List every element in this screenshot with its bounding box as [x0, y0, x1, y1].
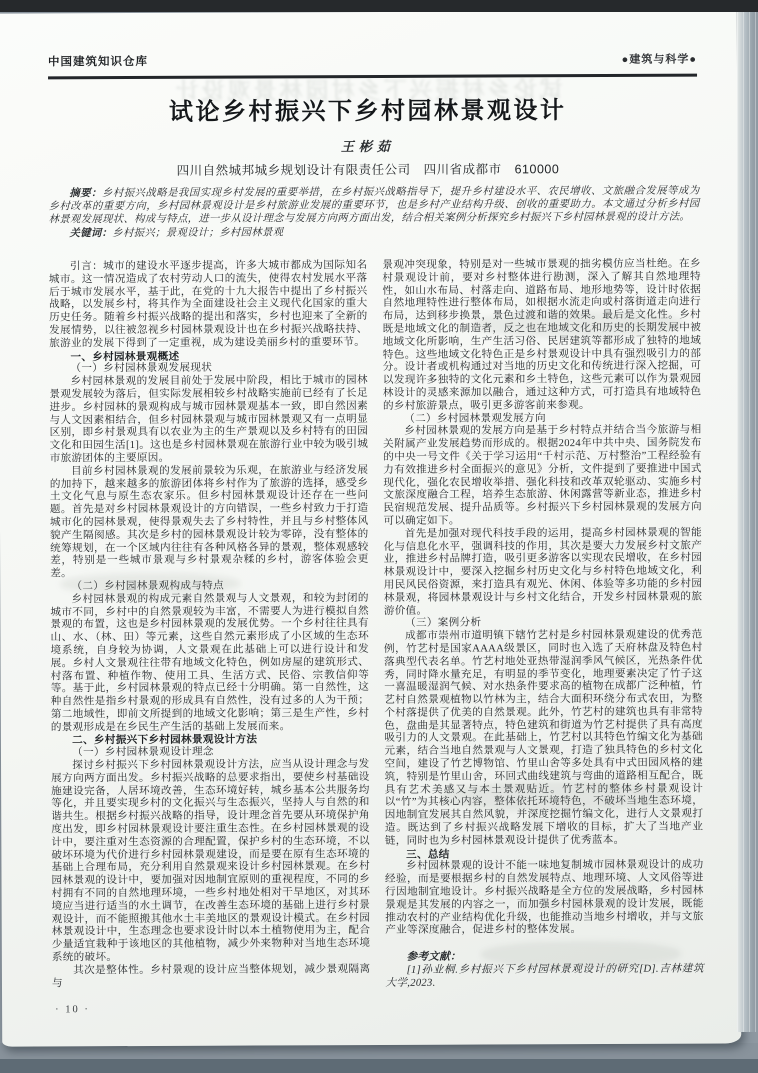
- section-heading-1: 一、乡村园林景观概述: [70, 350, 180, 363]
- author-affiliation: 四川自然城邦城乡规划设计有限责任公司 四川省成都市 610000: [176, 162, 560, 178]
- subsection-heading-2-3: （三）案例分析: [405, 617, 482, 630]
- continued-paragraph: 景观冲突现象，特别是对一些城市景观的拙劣模仿应当杜绝。在乡村景观设计前，要对乡村整体进行勘测，深入了解其自然地理特性，如山水布局、村落走向、道路布局、地形地势等，设计时依据自然地理特性进行整体布局，如根据水流走向或村落街道走向进行布局，达到移步换景，景色过渡和谐的效果。最后是文化性。乡村既是地域文化的制造者，反之也在地域文化和历史的长期发展中被地域文化所影响，生产生活习俗、民居建筑等都形成了独特的地域特色。这些地域文化特色正是乡村景观设计中具有强烈吸引力的部分。设计者或机构通过对当地的历史文化和传统进行深入挖掘，可以发现许多独特的文化元素和乡土特色，这些元素可以作为景观园林设计的灵感来源加以融合，通过这种方式，可打造具有地域特色的乡村旅游景点，吸引更多游客前来参观。: [382, 258, 702, 412]
- journal-page: [0, 10, 741, 1046]
- bleedthrough-ghost-text: 试论乡村振兴下乡村园林景观设计: [172, 76, 563, 104]
- paragraph: 乡村园林景观的构成元素自然景观与人文景观，和较为封闭的城市不同，乡村中的自然景观较为丰富，不需要人为进行模拟自然景观的布置，这也是乡村园林景观的发展优势。一个乡村往往具有山、水、（林、田）等元素，这些自然元素形成了小区域的生态环境系统，自身较为协调，人文景观在此基础上可以进行设计和发展。乡村人文景观往往带有地域文化特色，例如房屋的建筑形式、村落布置、种植作物、使用工具、生活方式、民俗、宗教信仰等等。基于此，乡村园林景观的特点已经十分明确。第一自然性，这种自然性是指乡村景观的形成具有自然性，没有过多的人为干预；第二地域性，即前文所提到的地域文化影响；第三是生产性，乡村的景观形成是在乡民生产生活的基础上发展而来。: [50, 592, 370, 734]
- abstract-label: 摘要：: [69, 188, 102, 200]
- paragraph: 乡村园林景观的设计不能一味地复制城市园林景观设计的成功经验，而是要根据乡村的自然发展特点、地理环境、人文风俗等进行因地制宜地设计。乡村振兴战略是全方位的发展战略，乡村园林景观是其发展的内容之一，而加强乡村园林景观的设计发展，既能推动农村的产业结构优化升级，也能推动当地乡村增收，并与文旅产业等深度融合，促进乡村的整体发展。: [385, 859, 704, 937]
- journal-brand: 中国建筑知识仓库: [47, 55, 148, 69]
- article-title: 试论乡村振兴下乡村园林景观设计: [168, 97, 567, 126]
- scanner-edge-top: [0, 0, 758, 12]
- keywords-paragraph: [49, 224, 700, 240]
- keywords-label: 关键词：: [69, 227, 113, 239]
- paragraph: 乡村园林景观的发展目前处于发展中阶段，相比于城市的园林景观发展较为落后，但实际发展相较乡村战略实施前已经有了长足进步。乡村园林的景观构成与城市园林景观基本一致，即自然因素与人文因素相结合，但乡村园林景观与城市园林景观又有一点明显区别，即乡村景观具有以农业为主的生产景观以及乡村特有的田园文化和田园生活[1]。这也是乡村园林景观在旅游行业中较为吸引城市旅游团体的主要原因。: [49, 375, 369, 465]
- section-heading-2: 二、乡村振兴下乡村园林景观设计方法: [72, 733, 258, 747]
- subsection-heading-2-1: （一）乡村园林景观设计理念: [72, 746, 214, 759]
- subsection-heading-2-2: （二）乡村园林景观发展方向: [404, 412, 546, 425]
- page-number: · 10 ·: [55, 1004, 90, 1016]
- intro-paragraph: 引言：城市的建设水平逐步提高，许多大城市都成为国际知名城市。这一情况造成了农村劳动人口的流失，使得农村发展水平落后于城市发展水平，基于此，在党的十九大报告中提出了乡村振兴战略，以发展乡村，将其作为全面建设社会主义现代化国家的重大历史任务。随着乡村振兴战略的提出和落实，乡村也迎来了全新的发展情势，以往被忽视乡村园林景观设计也在乡村振兴战略扶持、旅游业的发展下得到了一定重视，成为建设美丽乡村的重要环节。: [48, 260, 368, 350]
- reference-item: [1]孙业桐.乡村振兴下乡村园林景观设计的研究[D].吉林建筑大学,2023.: [385, 963, 704, 989]
- running-header: [48, 51, 697, 80]
- abstract-block: [49, 185, 700, 241]
- article-body: [49, 259, 704, 992]
- subsection-heading-1-2: （二）乡村园林景观构成与特点: [71, 580, 224, 593]
- article-author: 王彬茹: [340, 138, 395, 155]
- book-page-stack-edge: [737, 12, 758, 1032]
- paragraph: 其次是整体性。乡村景观的设计应当整体规划，减少景观隔离与: [51, 963, 371, 990]
- scanner-edge-bottom: [0, 1059, 758, 1073]
- section-heading-3: 三、总结: [406, 848, 450, 861]
- paragraph: 成都市崇州市道明镇下辖竹艺村是乡村园林景观建设的优秀范例，竹艺村是国家AAAA级景区，同时也入选了天府林盘及特色村落典型代表名单。竹艺村地处亚热带湿润季风气候区，光热条件优秀，同时降水量充足，有明显的季节变化，地理要素决定了竹子这一喜温暖湿润气候、对水热条件要求高的植物在成都广泛种植，竹艺村自然景观植物以竹林为主，结合大面积环绕分布式农田，为整个村落提供了优美的自然景观。此外，竹艺村的建筑也具有非常特色，盘曲是其显著特点，特色建筑和街道为竹艺村提供了具有高度吸引力的人文景观。在此基础上，竹艺村以其特色竹编文化为基础元素，结合当地自然景观与人文景观，打造了独具特色的乡村文化空间，建设了竹艺博物馆、竹里山舍等多处具有中式田园风格的建筑，特别是竹里山舍，环回式曲线建筑与弯曲的道路相互配合，既具有艺术美感又与本土景观贴近。竹艺村的整体乡村景观设计以“竹”为其核心内容，整体依托环境特色，不破坏当地生态环境，因地制宜发展其自然风貌，并深度挖掘竹编文化，进行人文景观打造。既达到了乡村振兴战略发展下增收的目标，扩大了当地产业链，同时也为乡村园林景观设计提供了优秀蓝本。: [384, 629, 704, 847]
- abstract-text: 乡村振兴战略是我国实现乡村发展的重要举措，在乡村振兴战略指导下，提升乡村建设水平、农民增收、文旅融合发展等成为乡村改革的重要方向，乡村园林景观设计是乡村旅游业发展的重要环节，也是乡村产业结构升级、创收的重要助力。本文通过分析乡村园林景观发展现状、构成与特点，进一步从设计理念与发展方向两方面出发，结合相关案例分析探究乡村振兴下乡村园林景观的设计方法。: [48, 185, 700, 226]
- paragraph: 探讨乡村振兴下乡村园林景观设计方法，应当从设计理念与发展方向两方面出发。乡村振兴战略的总要求指出，要使乡村基础设施建设完备，人居环境改善，生态环境好转，城乡基本公共服务均等化，并且要实现乡村的文化振兴与生态振兴，坚持人与自然的和谐共生。根据乡村振兴战略的指导，设计理念首先要从环境保护角度出发，即乡村园林景观设计要注重生态性。在乡村园林景观的设计中，要注重对生态资源的合理配置，保护乡村的生态环境，不以破坏环境为代价进行乡村园林景观建设，而是要在原有生态环境的基础上合理布局，充分利用自然景观来设计乡村园林景观。在乡村园林景观的设计中，要加强对因地制宜原则的重视程度，不同的乡村拥有不同的自然地理环境，一些乡村地处相对干旱地区，对其环境应当进行适当的水土调节，在改善生态环境的基础上进行乡村景观设计，而不能照搬其他水土丰美地区的景观设计模式。在乡村园林景观设计中，生态理念也要求设计时以本土植物使用为主，配合少量适宜栽种于该地区的其他植物，减少外来物种对当地生态环境系统的破坏。: [51, 759, 371, 964]
- abstract-paragraph: [49, 185, 700, 227]
- left-column: [49, 260, 371, 992]
- references-heading: 参考文献：: [406, 951, 462, 964]
- paragraph: 首先是加强对现代科技手段的运用，提高乡村园林景观的智能化与信息化水平，强调科技的作用，其次是要大力发展乡村文旅产业，推进乡村品牌打造，吸引更多游客以实现农民增收，在乡村园林景观设计中，要深入挖掘乡村历史文化与乡村特色地域文化，利用民风民俗资源，来打造具有观光、休闲、体验等多功能的乡村园林景观，将园林景观设计与乡村文化结合，开发乡村园林景观的旅游价值。: [383, 527, 703, 617]
- right-column: [382, 259, 704, 991]
- paragraph: 乡村园林景观的发展方向是基于乡村特点并结合当今旅游与相关附属产业发展趋势而形成的。根据2024年中共中央、国务院发布的中央一号文件《关于学习运用“千村示范、万村整治”工程经验有力有效推进乡村全面振兴的意见》分析，文件提到了要推进中国式现代化，强化农民增收举措、强化科技和改革双轮驱动、实施乡村文旅深度融合工程，培养生态旅游、休闲露营等新业态，推进乡村民宿规范发展、提升品质等。乡村振兴下乡村园林景观的发展方向可以确定如下。: [383, 424, 702, 527]
- journal-section: ●建筑与科学●: [621, 53, 697, 66]
- keywords-text: 乡村振兴；景观设计；乡村园林景观: [112, 226, 284, 239]
- paragraph: 目前乡村园林景观的发展前景较为乐观，在旅游业与经济发展的加持下，越来越多的旅游团体将乡村作为了旅游的选择，感受乡土文化气息与原生态农家乐。但乡村园林景观设计还存在一些问题。首先是对乡村园林景观设计的方向错误，一些乡村致力于打造城市化的园林景观，使得景观失去了乡村特性，并且与乡村整体风貌产生隔阂感。其次是乡村的园林景观设计较为零碎，没有整体的统筹规划，在一个区域内往往有各种风格各异的景观，整体观感较差，特别是一些城市景观与乡村景观杂糅的乡村，游客体验会更差。: [49, 464, 369, 580]
- subsection-heading-1-1: （一）乡村园林景观发展现状: [70, 363, 213, 375]
